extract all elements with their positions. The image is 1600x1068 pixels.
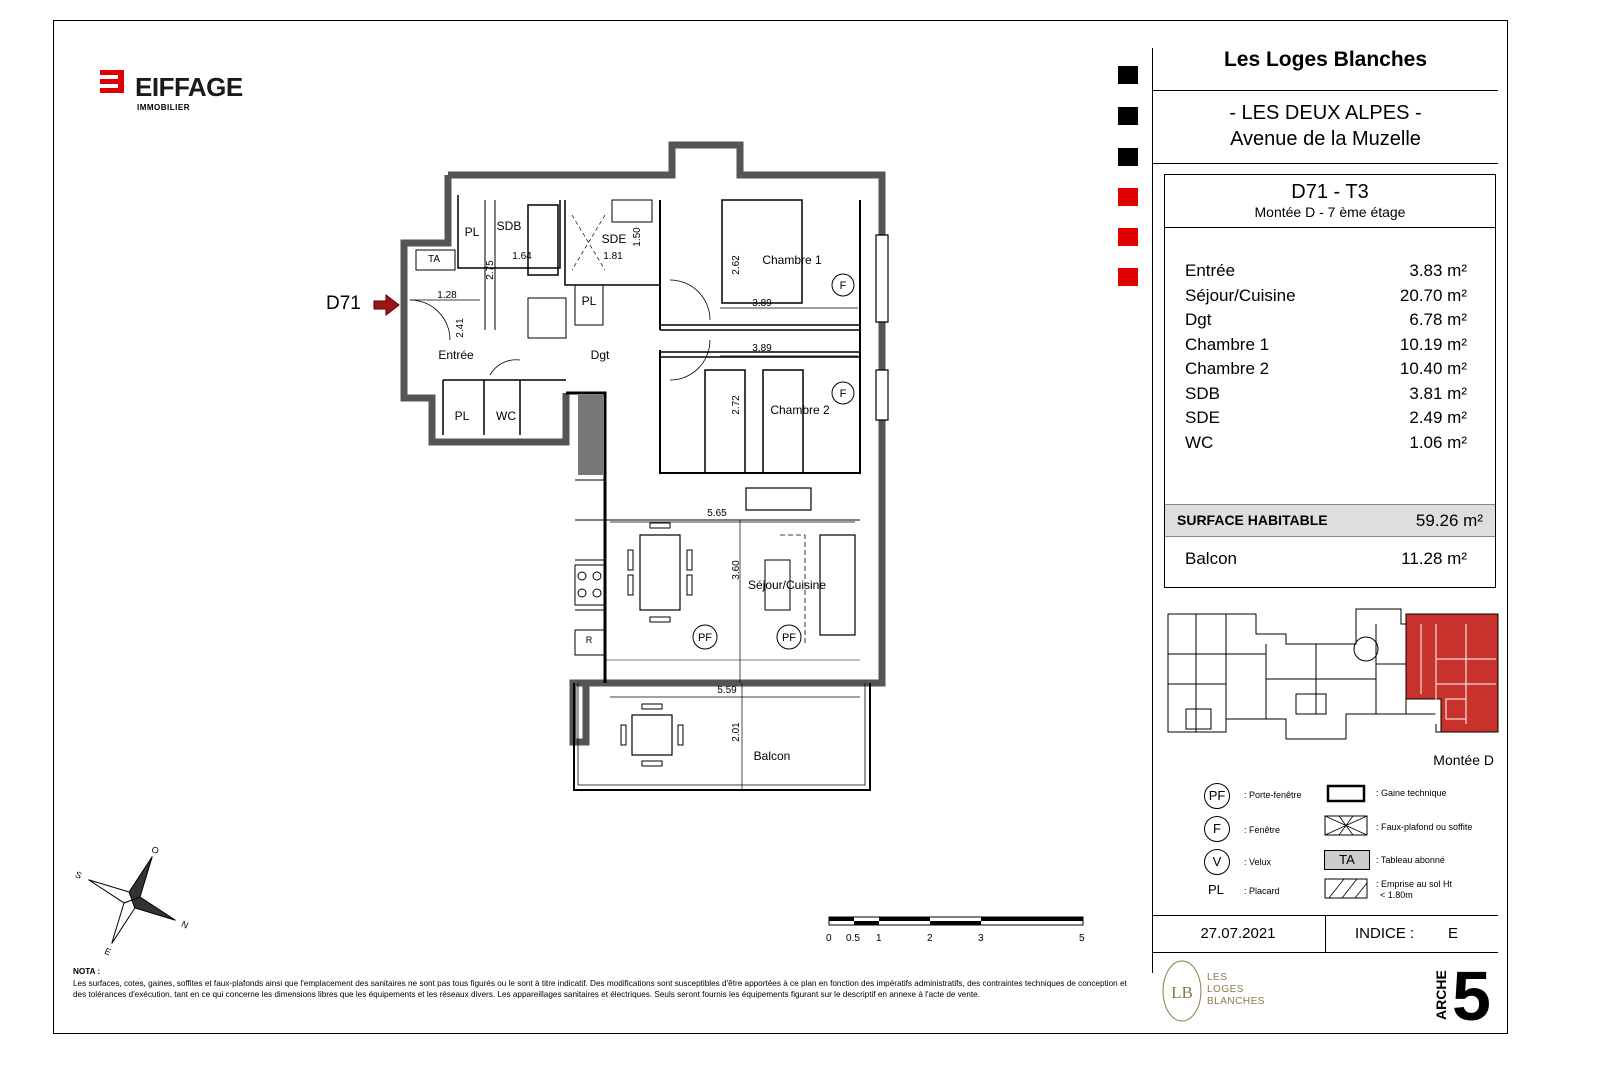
legend-v-symbol: V <box>1204 849 1230 875</box>
floor-marker <box>1118 188 1138 206</box>
room-row <box>1185 335 1467 360</box>
compass-s: E <box>103 945 113 958</box>
arche5-logo <box>1430 958 1496 1024</box>
floor-marker <box>1118 148 1138 166</box>
floor-marker <box>1118 66 1138 84</box>
floor-marker <box>1118 107 1138 125</box>
city-line: - LES DEUX ALPES - <box>1229 102 1422 124</box>
compass-e: N <box>179 918 190 931</box>
scale-label: 0 <box>826 933 832 944</box>
scale-bar <box>826 915 1096 947</box>
room-row <box>1185 261 1467 286</box>
scale-label: 3 <box>978 933 984 944</box>
legend-gaine-text: : Gaine technique <box>1376 788 1447 798</box>
balcony-name: Balcon <box>1185 549 1237 568</box>
floor-plan <box>300 140 900 800</box>
room-label-entree: Entrée <box>438 348 474 362</box>
dim-565: 5.65 <box>707 508 727 519</box>
company-name: EIFFAGE <box>135 72 243 102</box>
room-label-sdb: SDB <box>496 219 522 233</box>
compass-rose-icon <box>70 840 200 960</box>
arche-number: 5 <box>1452 958 1491 1024</box>
side-panel-divider <box>1152 48 1153 973</box>
legend-faux-text: : Faux-plafond ou soffite <box>1376 822 1473 832</box>
fridge-label: R <box>585 635 593 645</box>
legend-f-symbol: F <box>1204 816 1230 842</box>
indice-value: E <box>1448 925 1459 942</box>
room-name: Entrée <box>1185 261 1236 280</box>
room-area: 10.40 m² <box>1399 359 1467 378</box>
divider <box>1165 227 1495 228</box>
scale-bar-graphic <box>828 915 1088 931</box>
room-label-dgt: Dgt <box>590 348 610 362</box>
legend <box>1200 780 1500 910</box>
room-area: 6.78 m² <box>1409 310 1467 329</box>
room-row <box>1185 286 1467 311</box>
room-row <box>1185 433 1467 458</box>
room-area: 2.49 m² <box>1409 408 1467 427</box>
legend-f-text: : Fenêtre <box>1244 825 1281 835</box>
room-area: 10.19 m² <box>1399 334 1467 354</box>
scale-label: 1 <box>876 933 882 944</box>
compass-w: S <box>73 869 84 881</box>
dim-262: 2.62 <box>731 255 742 275</box>
brand-line: LOGES <box>1207 984 1244 995</box>
legend-emprise-text-1: : Emprise au sol Ht <box>1376 879 1453 889</box>
dim-181: 1.81 <box>603 251 623 262</box>
dim-389a: 3.89 <box>752 298 772 309</box>
room-label-pl-3: PL <box>464 225 480 239</box>
gaine-icon <box>1326 784 1366 804</box>
room-area: 3.83 m² <box>1409 261 1467 280</box>
brand-line: BLANCHES <box>1207 996 1265 1007</box>
room-label-balcon: Balcon <box>753 749 791 763</box>
dim-150: 1.50 <box>632 227 643 247</box>
scale-label: 2 <box>927 933 933 944</box>
balcony-row <box>1185 549 1467 569</box>
room-label-pl-1: PL <box>454 409 470 423</box>
company-sub: IMMOBILIER <box>137 103 190 112</box>
project-name: Les Loges Blanches <box>1223 48 1428 71</box>
lot-subtitle: Montée D - 7 ème étage <box>1254 204 1406 220</box>
scale-label: 0.5 <box>846 933 860 944</box>
keyplan-label: Montée D <box>1433 752 1494 768</box>
floor-marker <box>1118 228 1138 246</box>
room-name: Chambre 1 <box>1185 334 1270 354</box>
room-label-chambre2: Chambre 2 <box>770 403 830 417</box>
legend-v-text: : Velux <box>1244 857 1272 867</box>
room-row <box>1185 359 1467 384</box>
legend-emprise-text-2: < 1.80m <box>1380 890 1413 900</box>
note-title: NOTA : <box>73 967 101 976</box>
divider <box>1153 952 1498 953</box>
scale-label: 5 <box>1079 933 1085 944</box>
legend-pf-text: : Porte-fenêtre <box>1244 790 1302 800</box>
window-f-1: F <box>839 280 847 292</box>
room-name: Dgt <box>1185 310 1212 329</box>
surface-label: SURFACE HABITABLE <box>1177 512 1328 528</box>
room-area: 1.06 m² <box>1409 432 1467 452</box>
legend-pl-text: : Placard <box>1244 886 1280 896</box>
balcony-area: 11.28 m² <box>1401 549 1467 568</box>
room-label-chambre1: Chambre 1 <box>762 253 822 267</box>
lot-info-box <box>1164 174 1496 588</box>
project-address <box>1153 100 1498 152</box>
surface-value: 59.26 m² <box>1415 511 1483 530</box>
french-window-pf-2: PF <box>781 632 797 644</box>
french-window-pf-1: PF <box>697 632 713 644</box>
room-label-pl-2: PL <box>581 294 597 308</box>
compass-n: O <box>149 844 161 857</box>
note-text: Les surfaces, cotes, gaines, soffites et faux-plafonds ainsi que l'emplacement des sanitaires ne sont pas tous figurés ou le sont à titre indicatif. Des modifications sont susceptibles d'être apportées à ce plan en fonction des impératifs administratifs, des contraintes techniques de conception et des tolérances d'exécution, tant en ce qui concerne les dimensions libres que les équipements et les réseaux divers. Les appareillages sanitaires et électriques. Seuls seront fournis les équipements figurant sur le descriptif en annexe à l'acte de vente. <box>73 978 1127 999</box>
les-loges-blanches-logo <box>1160 958 1204 1024</box>
room-name: Chambre 2 <box>1185 359 1270 378</box>
dim-164: 1.64 <box>512 251 532 262</box>
divider <box>1153 90 1498 91</box>
key-plan <box>1166 604 1500 744</box>
faux-plafond-icon <box>1324 815 1368 837</box>
plan-lot-label: D71 <box>326 293 361 314</box>
ta-label: TA <box>427 254 441 265</box>
indice-label: INDICE : <box>1355 925 1415 942</box>
legend-ta-symbol: TA <box>1324 850 1370 870</box>
window-f-2: F <box>839 388 847 400</box>
dim-275: 2.75 <box>485 260 496 280</box>
room-name: Séjour/Cuisine <box>1185 285 1296 305</box>
room-name: WC <box>1185 432 1214 452</box>
room-name: SDE <box>1185 408 1220 427</box>
dim-128: 1.28 <box>437 290 457 301</box>
room-row <box>1185 310 1467 335</box>
legal-note <box>73 966 1133 1001</box>
legend-ta-text: : Tableau abonné <box>1376 855 1445 865</box>
plan-date: 27.07.2021 <box>1200 925 1276 942</box>
dim-241: 2.41 <box>455 318 466 338</box>
dim-559: 5.59 <box>717 685 737 696</box>
room-name: SDB <box>1185 383 1220 403</box>
room-row <box>1185 408 1467 433</box>
room-area: 3.81 m² <box>1409 383 1467 403</box>
divider <box>1325 915 1326 952</box>
room-area: 20.70 m² <box>1399 285 1467 305</box>
dim-272: 2.72 <box>731 395 742 415</box>
eiffage-logo-icon <box>100 68 130 98</box>
dim-201: 2.01 <box>731 722 742 742</box>
room-label-sde: SDE <box>601 232 627 246</box>
divider <box>1153 163 1498 164</box>
arche-word: ARCHE <box>1433 970 1449 1020</box>
eiffage-logo <box>100 68 243 112</box>
emprise-icon <box>1324 878 1368 900</box>
legend-pl-symbol: PL <box>1208 882 1224 897</box>
street-line: Avenue de la Muzelle <box>1230 128 1421 150</box>
room-area-list <box>1185 261 1467 457</box>
surface-habitable-row <box>1165 504 1495 537</box>
room-row <box>1185 384 1467 409</box>
floor-marker <box>1118 268 1138 286</box>
brand-line: LES <box>1207 972 1228 983</box>
legend-pf-symbol: PF <box>1204 783 1230 809</box>
room-label-sejour: Séjour/Cuisine <box>747 578 827 592</box>
lot-title: D71 - T3 <box>1291 181 1369 203</box>
dim-389b: 3.89 <box>752 343 772 354</box>
brand-monogram: LB <box>1171 983 1193 1002</box>
room-label-wc: WC <box>496 409 516 423</box>
dim-360: 3.60 <box>731 560 742 580</box>
brand-wordmark <box>1207 972 1265 1008</box>
